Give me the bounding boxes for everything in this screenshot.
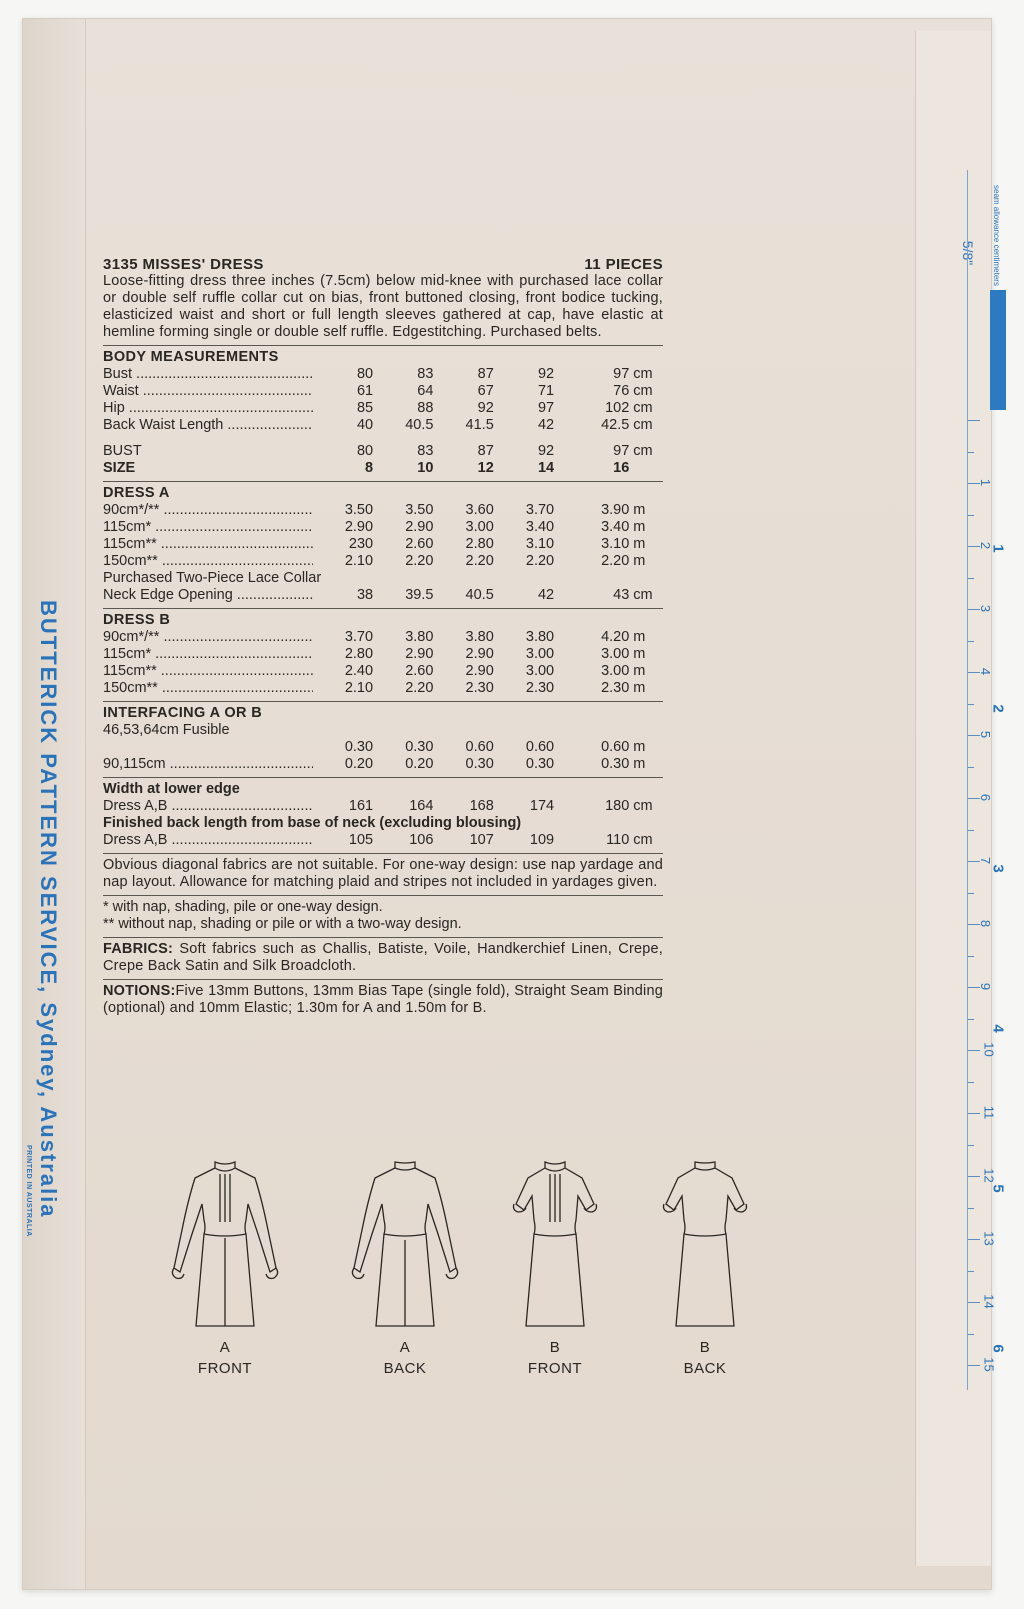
sketch-a-back-side: BACK xyxy=(383,1360,427,1377)
cell-value: 3.00 xyxy=(525,663,555,679)
ruler-tick xyxy=(968,1019,974,1020)
notions-section xyxy=(103,983,663,1017)
divider xyxy=(103,608,663,609)
cell-value: 0.30 xyxy=(465,756,494,772)
divider xyxy=(103,853,663,854)
ruler-tick xyxy=(968,1176,980,1177)
pieces-count: 11 PIECES xyxy=(584,256,663,273)
row-label: 115cm* ..... xyxy=(103,519,313,536)
cell-value: 2.90 xyxy=(344,519,374,535)
dress-a-back-illustration xyxy=(340,1160,470,1335)
cell-value: 3.50 xyxy=(344,502,374,518)
ruler-tick xyxy=(968,1082,974,1083)
cell-value: 92 xyxy=(537,366,555,382)
interfacing-heading: INTERFACING A OR B xyxy=(103,705,263,721)
cell-value: 2.60 xyxy=(405,663,434,679)
garment-sketches xyxy=(160,1160,760,1377)
cell-value: 3.10 xyxy=(601,536,630,552)
cell-value: 2.90 xyxy=(465,663,494,679)
cell-value: 88 xyxy=(417,400,434,416)
row-label: 90cm*/** ..... xyxy=(103,502,313,519)
unit: cm xyxy=(633,366,653,382)
ruler-tick xyxy=(968,1113,980,1114)
ruler-tick xyxy=(968,1239,980,1240)
cell-value: 2.20 xyxy=(601,553,630,569)
row-label: 90cm*/** ..... xyxy=(103,629,313,646)
cell-value: 2.20 xyxy=(465,553,494,569)
table-row xyxy=(103,536,663,553)
cell-value: 40.5 xyxy=(405,417,434,433)
ruler-cm-number: 10 xyxy=(981,1042,997,1057)
cell-value: 2.40 xyxy=(344,663,374,679)
notions-heading: NOTIONS: xyxy=(103,983,176,999)
sketch-b-back xyxy=(640,1160,770,1377)
cell-value: 3.10 xyxy=(525,536,555,552)
row-label: 115cm* ..... xyxy=(103,646,313,663)
cell-value: 0.30 xyxy=(525,756,555,772)
row-label: 115cm** ..... xyxy=(103,663,313,680)
sketch-b-front-side: FRONT xyxy=(527,1360,583,1377)
sketch-a-front-view: A xyxy=(219,1339,231,1356)
cell-value: 0.30 xyxy=(344,739,374,755)
row-label: 115cm** ..... xyxy=(103,536,313,553)
back-length-row: Dress A,B ..... 105 106 107 109 110 cm xyxy=(103,832,663,849)
ruler-tick xyxy=(968,515,974,516)
cell-value: 2.60 xyxy=(405,536,434,552)
cell-value: 64 xyxy=(417,383,434,399)
dress-b-table xyxy=(103,629,663,697)
ruler-tick xyxy=(968,704,974,705)
cell-value: 40 xyxy=(356,417,374,433)
row-label: Hip ..... xyxy=(103,400,313,417)
cell-value: 3.80 xyxy=(525,629,555,645)
unit: cm xyxy=(633,400,653,416)
cell-value: 0.60 xyxy=(525,739,555,755)
cell-value: 85 xyxy=(356,400,374,416)
ruler-tick xyxy=(968,830,974,831)
ruler-cm-number: 15 xyxy=(981,1357,997,1372)
cell-value: 3.50 xyxy=(405,502,434,518)
sketch-b-front-view: B xyxy=(549,1339,561,1356)
row-label: Back Waist Length ..... xyxy=(103,417,313,434)
cell-value: 3.00 xyxy=(601,663,630,679)
interfacing-table xyxy=(103,739,663,773)
fabric-note: Obvious diagonal fabrics are not suitable. For one-way design: use nap yardage and nap layout. Allowance for matching plaid and stripes not included in yardages given. xyxy=(103,857,663,890)
cell-value: 2.20 xyxy=(525,553,555,569)
ruler-caption: seam allowance centimeters xyxy=(992,185,1001,286)
sketch-a-front-side: FRONT xyxy=(197,1360,253,1377)
collar-row: Neck Edge Opening ..... 38 39.5 40.5 42 43 cm xyxy=(103,587,663,604)
ruler-cm-number: 3 xyxy=(978,604,994,613)
cell-value: 0.60 xyxy=(465,739,494,755)
ruler-cm-number: 14 xyxy=(981,1294,997,1309)
table-row xyxy=(103,383,663,400)
cell-value: 61 xyxy=(356,383,374,399)
ruler xyxy=(967,170,1006,1390)
cell-value: 2.30 xyxy=(525,680,555,696)
body-measurements-table xyxy=(103,366,663,434)
fabrics-section xyxy=(103,941,663,975)
ruler-tick xyxy=(968,893,974,894)
unit: m xyxy=(633,646,646,662)
size-label: SIZE xyxy=(103,460,136,476)
cell-value: 3.00 xyxy=(465,519,494,535)
unit: m xyxy=(633,519,646,535)
header xyxy=(103,256,663,273)
cell-value: 2.20 xyxy=(405,680,434,696)
unit: m xyxy=(633,553,646,569)
cell-value: 3.80 xyxy=(465,629,494,645)
cell-value: 3.90 xyxy=(601,502,630,518)
without-nap-note: ** without nap, shading or pile or with a two-way design. xyxy=(103,916,462,932)
cell-value: 2.90 xyxy=(405,646,434,662)
ruler-cm-number: 9 xyxy=(978,982,994,991)
table-row xyxy=(103,646,663,663)
ruler-tick xyxy=(968,578,974,579)
table-row xyxy=(103,400,663,417)
table-row xyxy=(103,680,663,697)
pattern-title: 3135 MISSES' DRESS xyxy=(103,256,264,273)
ruler-tick xyxy=(968,1050,980,1051)
cell-value: 3.60 xyxy=(465,502,494,518)
ruler-tick xyxy=(968,420,980,421)
ruler-tick xyxy=(968,1334,974,1335)
ruler-cm-number: 12 xyxy=(981,1168,997,1183)
dress-b-heading: DRESS B xyxy=(103,612,171,628)
unit: cm xyxy=(633,383,653,399)
unit: m xyxy=(633,663,646,679)
cell-value: 0.20 xyxy=(405,756,434,772)
bust-label: BUST xyxy=(103,443,142,459)
ruler-cm-number: 13 xyxy=(981,1231,997,1246)
row-label: 90,115cm ..... xyxy=(103,756,313,773)
row-label: 150cm** ..... xyxy=(103,553,313,570)
back-length-heading: Finished back length from base of neck (excluding blousing) xyxy=(103,815,522,831)
cell-value: 2.90 xyxy=(465,646,494,662)
collar-label: Purchased Two-Piece Lace Collar xyxy=(103,570,322,586)
ruler-tick xyxy=(968,1208,974,1209)
ruler-cm-number: 1 xyxy=(978,478,994,487)
sketch-b-front xyxy=(490,1160,620,1377)
pattern-info xyxy=(103,256,663,1017)
cell-value: 87 xyxy=(477,366,494,382)
table-row xyxy=(103,663,663,680)
row-label: 150cm** ..... xyxy=(103,680,313,697)
cell-value: 80 xyxy=(356,366,374,382)
cell-value: 3.40 xyxy=(601,519,630,535)
ruler-inch-number: 6 xyxy=(989,1344,1007,1353)
cell-value: 3.80 xyxy=(405,629,434,645)
dress-a-front-illustration xyxy=(160,1160,290,1335)
sketch-a-back xyxy=(340,1160,470,1377)
unit: m xyxy=(633,629,646,645)
table-row xyxy=(103,553,663,570)
size-row: SIZE 8 10 12 14 16 xyxy=(103,460,630,476)
divider xyxy=(103,937,663,938)
ruler-cm-number: 8 xyxy=(978,919,994,928)
cell-value: 4.20 xyxy=(601,629,630,645)
with-nap-note: * with nap, shading, pile or one-way design. xyxy=(103,899,383,915)
table-row xyxy=(103,417,663,434)
cell-value: 3.00 xyxy=(525,646,555,662)
unit: cm xyxy=(633,417,653,433)
divider xyxy=(103,701,663,702)
unit: m xyxy=(633,739,646,755)
description: Loose-fitting dress three inches (7.5cm) below mid-knee with purchased lace collar or double self ruffle collar cut on bias, front buttoned closing, front bodice tucking, elasticized waist and short or full length sleeves gathered at cap, have elastic at hemline forming single or double self ruffle. Edgestitching. Purchased belts. xyxy=(103,273,663,340)
cell-value: 0.30 xyxy=(405,739,434,755)
cell-value: 76 xyxy=(613,383,630,399)
sketch-a-back-view: A xyxy=(399,1339,411,1356)
interfacing-sublabel: 46,53,64cm Fusible xyxy=(103,722,230,738)
ruler-tick xyxy=(968,1302,980,1303)
cell-value: 2.30 xyxy=(465,680,494,696)
cell-value: 42 xyxy=(537,417,555,433)
cell-value: 0.30 xyxy=(601,756,630,772)
sketch-a-front xyxy=(160,1160,290,1377)
cell-value: 3.40 xyxy=(525,519,555,535)
ruler-inch-number: 4 xyxy=(989,1024,1007,1033)
divider xyxy=(103,895,663,896)
ruler-inch-number: 2 xyxy=(989,704,1007,713)
cell-value: 2.20 xyxy=(405,553,434,569)
divider xyxy=(103,979,663,980)
cell-value: 2.80 xyxy=(344,646,374,662)
dress-b-front-illustration xyxy=(490,1160,620,1335)
table-row xyxy=(103,366,663,383)
cell-value: 97 xyxy=(613,366,630,382)
unit: m xyxy=(633,756,646,772)
table-row xyxy=(103,629,663,646)
ruler-tick xyxy=(968,1271,974,1272)
ruler-inch-number: 5 xyxy=(989,1184,1007,1193)
cell-value: 83 xyxy=(417,366,434,382)
table-row xyxy=(103,502,663,519)
ruler-tick xyxy=(968,767,974,768)
cell-value: 102 xyxy=(605,400,630,416)
notions-text: Five 13mm Buttons, 13mm Bias Tape (single fold), Straight Seam Binding (optional) and 10mm Elastic; 1.30m for A and 1.50m for B. xyxy=(103,983,663,1016)
ruler-tick xyxy=(968,1145,974,1146)
ruler-top-label: 5/8" xyxy=(959,240,976,266)
sketch-b-back-side: BACK xyxy=(683,1360,727,1377)
cell-value: 3.70 xyxy=(344,629,374,645)
divider xyxy=(103,345,663,346)
ruler-tick xyxy=(968,452,974,453)
row-label: Bust ..... xyxy=(103,366,313,383)
ruler-tick xyxy=(968,641,974,642)
printed-in-label: PRINTED IN AUSTRALIA xyxy=(25,1145,32,1237)
ruler-inch-number: 1 xyxy=(989,544,1007,553)
fabrics-heading: FABRICS: xyxy=(103,941,174,957)
cell-value: 0.60 xyxy=(601,739,630,755)
ruler-cm-number: 11 xyxy=(981,1105,997,1120)
cell-value: 92 xyxy=(477,400,494,416)
cell-value: 0.20 xyxy=(344,756,374,772)
cell-value: 2.10 xyxy=(344,680,374,696)
fabrics-text: Soft fabrics such as Challis, Batiste, Voile, Handkerchief Linen, Crepe, Crepe Back Satin and Silk Broadcloth. xyxy=(103,941,663,974)
divider xyxy=(103,777,663,778)
ruler-tick xyxy=(968,1365,980,1366)
ruler-cm-number: 4 xyxy=(978,667,994,676)
ruler-cm-number: 7 xyxy=(978,856,994,865)
ruler-tick xyxy=(968,956,974,957)
divider xyxy=(103,481,663,482)
ruler-inch-number: 3 xyxy=(989,864,1007,873)
cell-value: 2.80 xyxy=(465,536,494,552)
cell-value: 67 xyxy=(477,383,494,399)
dress-b-back-illustration xyxy=(640,1160,770,1335)
brand-name: BUTTERICK PATTERN SERVICE, Sydney, Australia xyxy=(36,600,61,1219)
ruler-cm-number: 2 xyxy=(978,541,994,550)
cell-value: 3.00 xyxy=(601,646,630,662)
bust-row: BUST 80 83 87 92 97 cm xyxy=(103,443,653,459)
cell-value: 71 xyxy=(537,383,555,399)
cell-value: 42.5 xyxy=(601,417,630,433)
cell-value: 2.30 xyxy=(601,680,630,696)
cell-value: 230 xyxy=(348,536,374,552)
unit: m xyxy=(633,536,646,552)
ruler-cm-number: 5 xyxy=(978,730,994,739)
unit: m xyxy=(633,502,646,518)
width-lower-edge-row: Dress A,B ..... 161 164 168 174 180 cm xyxy=(103,798,663,815)
row-label: Waist ..... xyxy=(103,383,313,400)
cell-value: 41.5 xyxy=(465,417,494,433)
dress-a-heading: DRESS A xyxy=(103,485,170,501)
cell-value: 2.10 xyxy=(344,553,374,569)
cell-value: 2.90 xyxy=(405,519,434,535)
sketch-b-back-view: B xyxy=(699,1339,711,1356)
ruler-cm-number: 6 xyxy=(978,793,994,802)
table-row xyxy=(103,756,663,773)
table-row xyxy=(103,519,663,536)
body-measurements-heading: BODY MEASUREMENTS xyxy=(103,349,279,365)
cell-value: 3.70 xyxy=(525,502,555,518)
dress-a-table xyxy=(103,502,663,570)
cell-value: 97 xyxy=(537,400,555,416)
unit: m xyxy=(633,680,646,696)
table-row xyxy=(103,739,663,756)
width-lower-edge-heading: Width at lower edge xyxy=(103,781,240,797)
